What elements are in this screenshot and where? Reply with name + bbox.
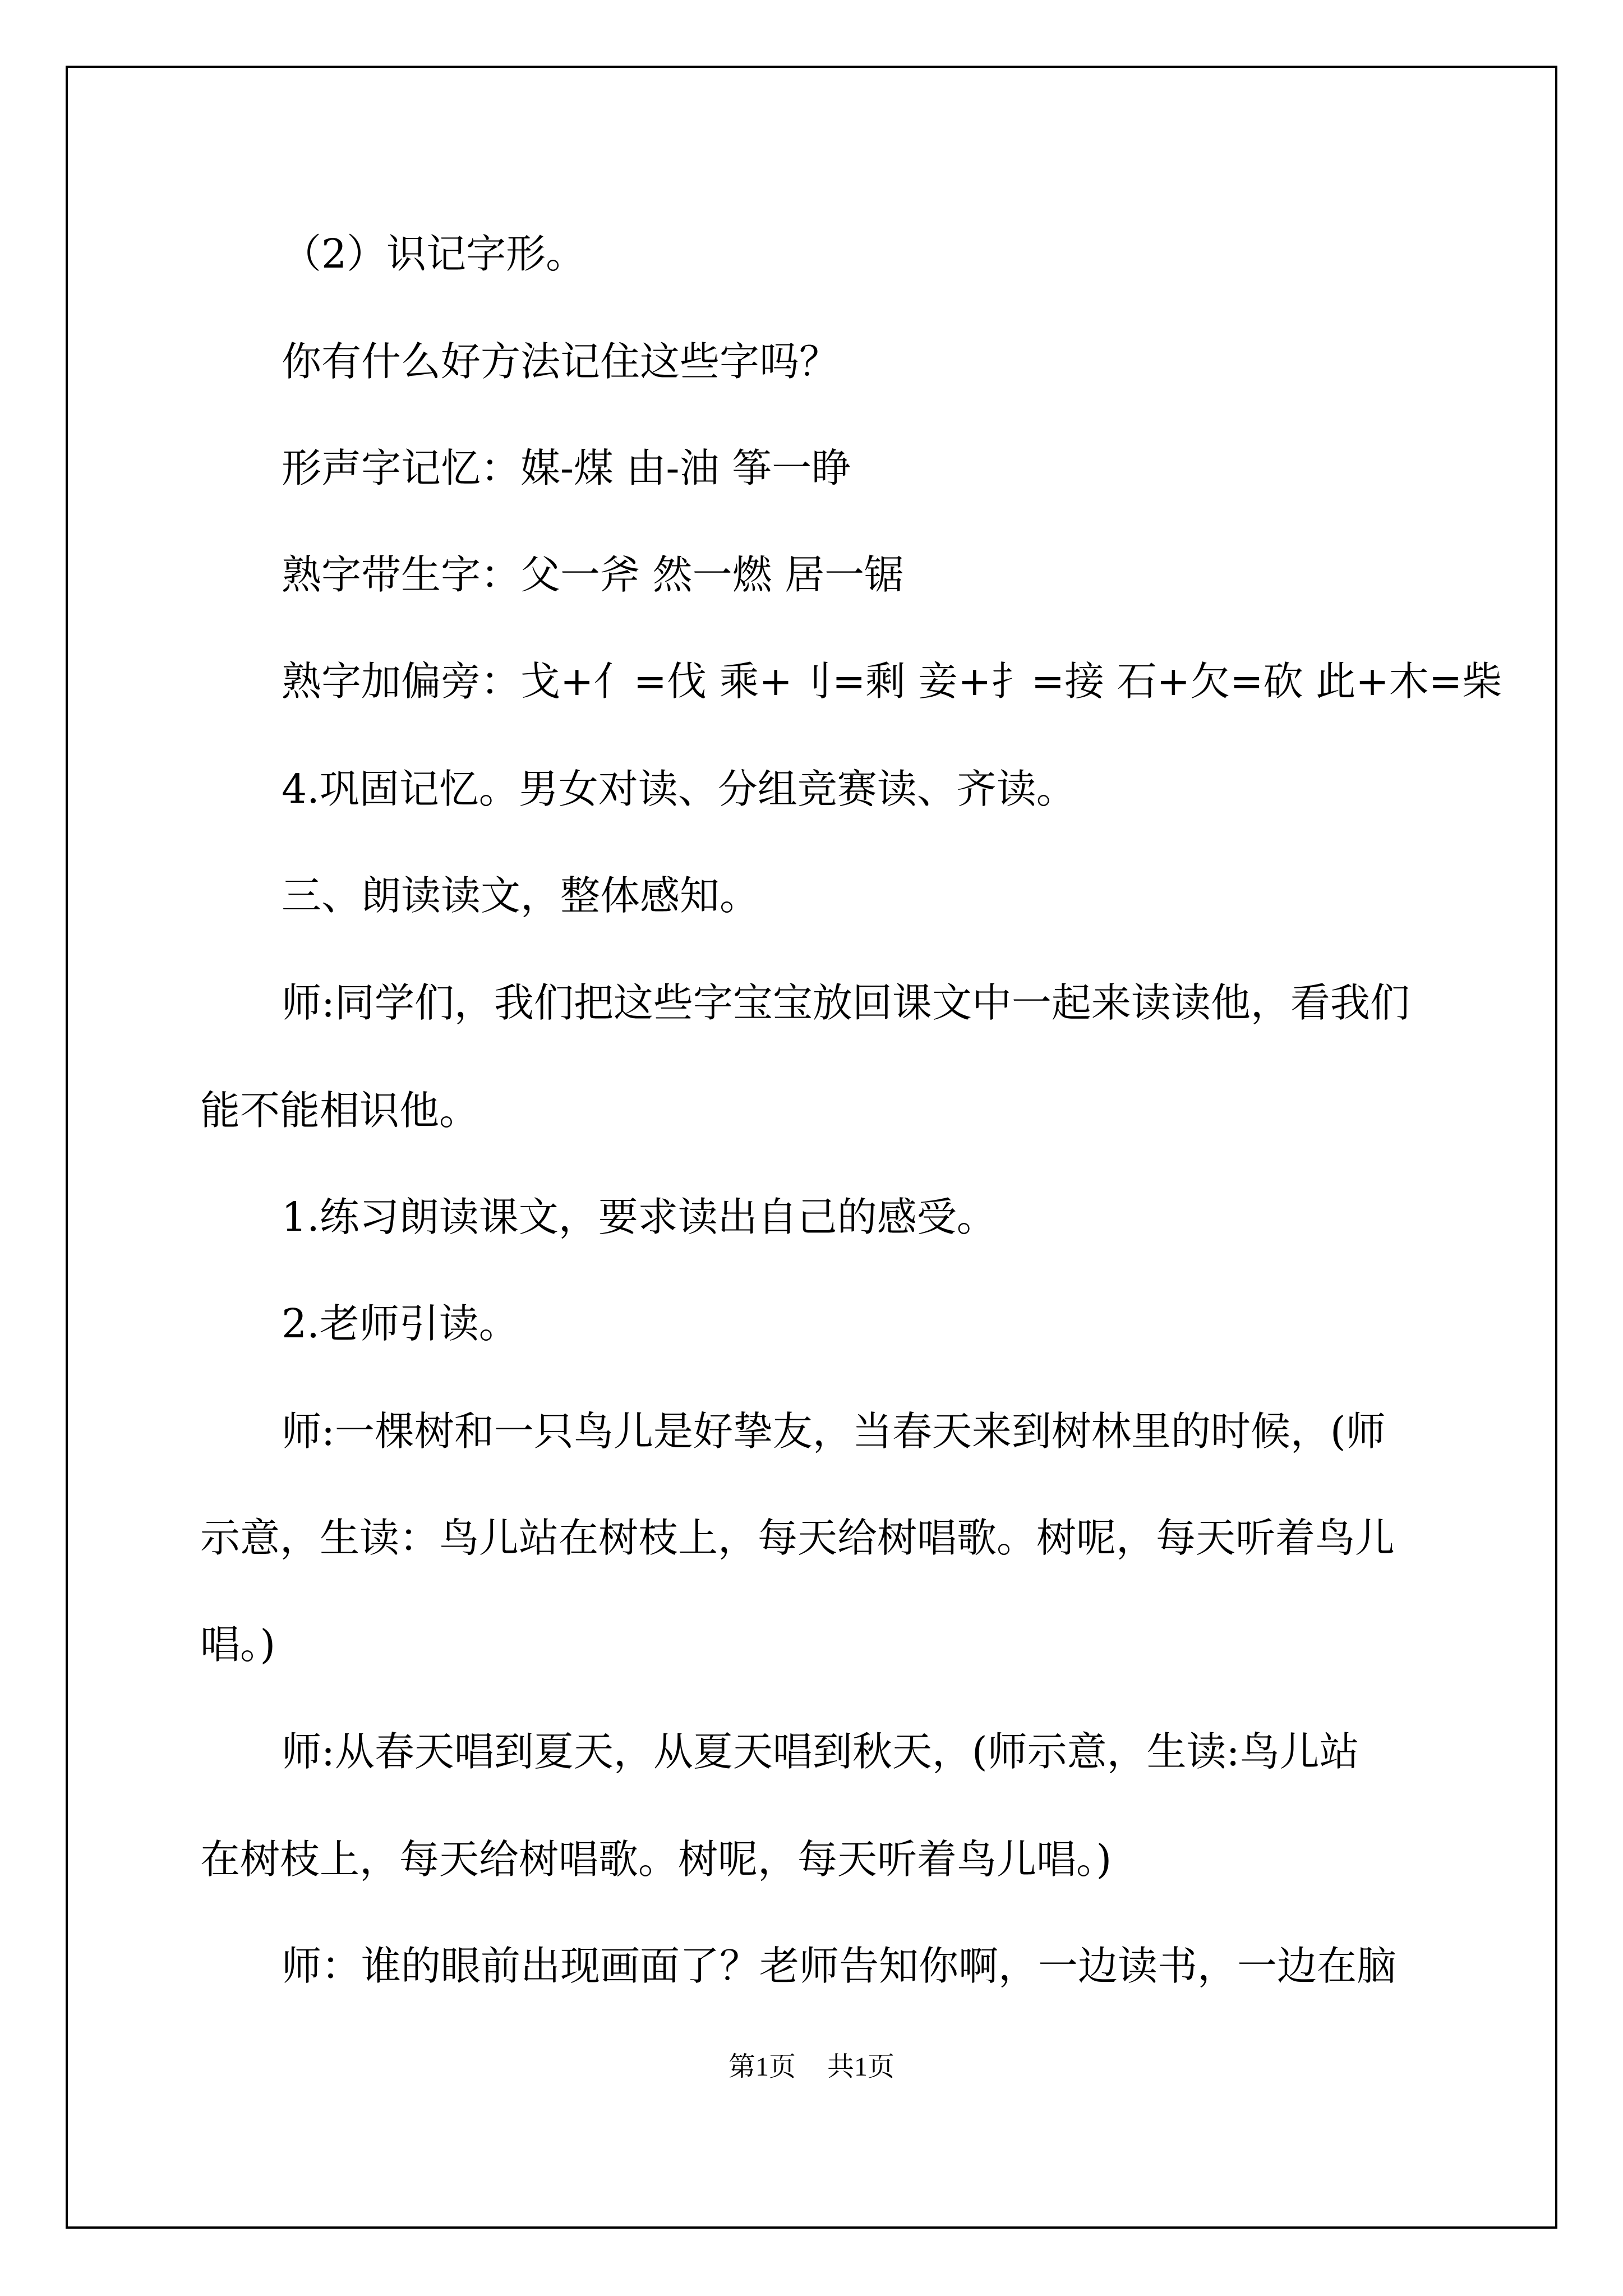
- text-line: 师:一棵树和一只鸟儿是好挚友，当春天来到树林里的时候，(师: [282, 1408, 1386, 1455]
- page-number: 第1页: [728, 2052, 796, 2082]
- page-total: 共1页: [827, 2052, 895, 2082]
- page-border: [66, 66, 1557, 2229]
- text-line: 师:从春天唱到夏天，从夏天唱到秋天，(师示意，生读:鸟儿站: [282, 1728, 1359, 1775]
- text-line: 师:同学们，我们把这些字宝宝放回课文中一起来读读他，看我们: [282, 979, 1410, 1026]
- text-line: 你有什么好方法记住这些字吗？: [282, 338, 840, 385]
- text-line: 示意，生读：鸟儿站在树枝上，每天给树唱歌。树呢，每天听着鸟儿: [200, 1515, 1395, 1561]
- page-footer: [0, 2045, 1623, 2083]
- text-line: 1.练习朗读课文，要求读出自己的感受。: [282, 1194, 997, 1240]
- text-line: 在树枝上，每天给树唱歌。树呢，每天听着鸟儿唱。): [200, 1836, 1112, 1883]
- text-line: 形声字记忆：媒-煤 由-油 筝一睁: [282, 445, 852, 491]
- text-line: 2.老师引读。: [282, 1300, 519, 1347]
- text-line: 4.巩固记忆。男女对读、分组竞赛读、齐读。: [282, 766, 1076, 812]
- text-line: 熟字带生字：父一斧 然一燃 居一锯: [282, 551, 905, 598]
- text-line: 熟字加偏旁：戈+亻=伐 乘+刂=剩 妾+扌=接 石+欠=砍 此+木=柴: [282, 658, 1502, 705]
- text-line: 唱。): [200, 1621, 276, 1668]
- text-line: 三、朗读读文，整体感知。: [282, 872, 760, 919]
- text-line: 师：谁的眼前出现画面了？老师告知你啊，一边读书，一边在脑: [282, 1943, 1397, 1989]
- text-line: （2）识记字形。: [282, 231, 586, 277]
- text-line: 能不能相识他。: [200, 1087, 479, 1134]
